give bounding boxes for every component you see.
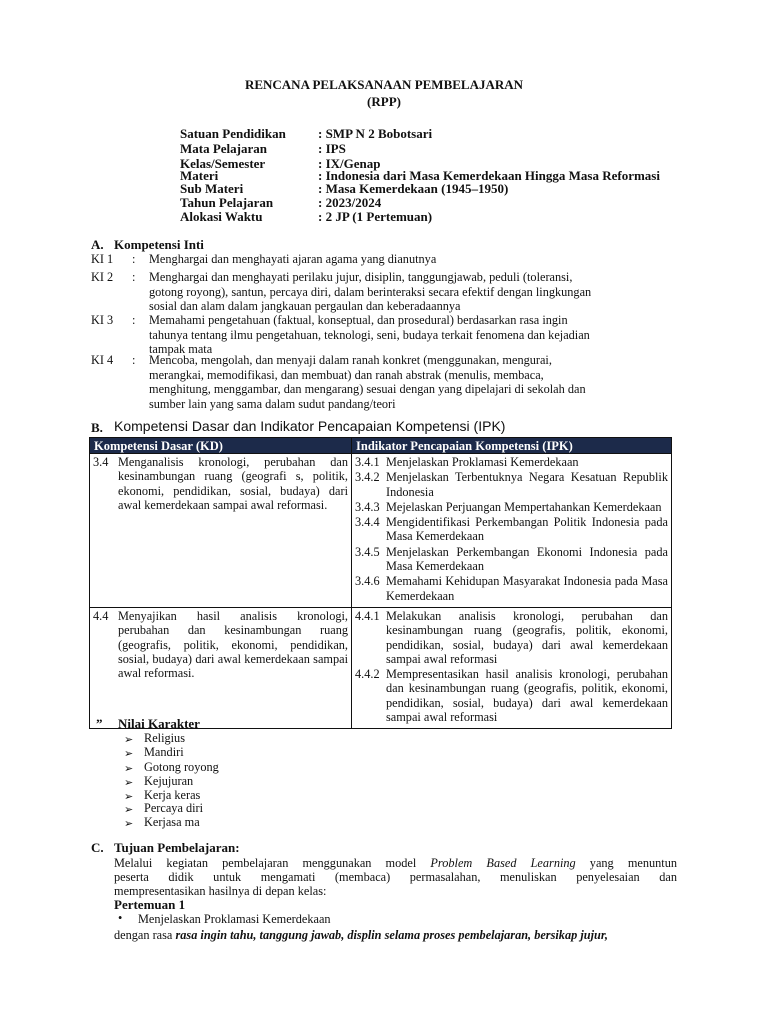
ipk-number: 3.4.1 [355,455,380,469]
info-label: Alokasi Waktu [180,209,263,224]
ipk-text: Menjelaskan Proklamasi Kemerdekaan [386,455,579,469]
info-label: Mata Pelajaran [180,141,268,156]
column-header-kd: Kompetensi Dasar (KD) [90,438,352,454]
ki-line: Memahami pengetahuan (faktual, konseptual, dan prosedural) berdasarkan rasa ingin [149,313,568,327]
info-value: : IX/Genap [318,156,381,171]
arrow-bullet-icon: ➢ [124,763,134,775]
ki-line: Menghargai dan menghayati perilaku jujur, disiplin, tanggungjawab, peduli (toleransi, [149,270,573,284]
bullet-icon: • [118,911,123,925]
ipk-cell [352,454,672,608]
list-item: Kerjasa ma [144,815,200,829]
ki-text [149,353,649,411]
ki-code: KI 4 [91,353,114,367]
ipk-number: 3.4.5 [355,544,380,559]
ki-line: sosial dan alam dalam jangkauan pergaulan dan keberadaannya [149,299,461,314]
ipk-number: 3.4.6 [355,574,380,589]
intro-text: Melalui kegiatan pembelajaran menggunakan model [114,856,431,870]
section-c-title: Tujuan Pembelajaran: [114,840,240,855]
ipk-number: 3.4.3 [355,499,380,514]
arrow-bullet-icon: ➢ [124,748,134,760]
intro-line-2: peserta didik untuk mengamati (membaca) permasalahan, menuliskan penyelesaian dan [114,870,677,884]
kd-cell [90,607,352,728]
last-line [114,928,608,943]
kd-text: Menyajikan hasil analisis kronologi, perubahan dan kesinambungan ruang (geografis, politik, ekonomi, pendidikan, sosial, budaya) dari awal kemerdekaan sampai awal reformasi. [118,608,348,681]
list-item: Gotong royong [144,760,219,774]
nilai-title: Nilai Karakter [118,716,200,731]
intro-line-3: mempresentasikan hasilnya di depan kelas: [114,884,327,898]
info-value: : IPS [318,141,346,156]
ki-code: KI 2 [91,270,114,284]
meeting-title: Pertemuan 1 [114,897,186,912]
document-subtitle: (RPP) [367,94,401,109]
kd-number: 4.4 [93,608,109,623]
section-c-letter: C. [91,840,104,855]
list-item: Mandiri [144,745,184,759]
info-label: Materi [180,168,219,183]
ki-text [149,270,649,314]
section-b-letter: B. [91,420,103,435]
ki-line: Mencoba, mengolah, dan menyaji dalam ranah konkret (menggunakan, mengurai, [149,353,552,367]
document-title: RENCANA PELAKSANAAN PEMBELAJARAN [244,77,524,92]
ki-line: menghitung, menggambar, dan mengarang) sesuai dengan yang dipelajari di sekolah dan [149,382,586,397]
kd-ipk-table [89,437,672,729]
section-b-title: Kompetensi Dasar dan Indikator Pencapaian Kompetensi (IPK) [114,418,506,434]
list-item: Kejujuran [144,774,194,788]
ipk-number: 4.4.2 [355,667,380,682]
ki-colon: : [132,353,136,367]
intro-line-1 [114,856,677,871]
ipk-number: 3.4.4 [355,515,380,530]
table-row [90,607,672,728]
nilai-marker: ” [96,716,103,731]
ki-code: KI 1 [91,252,114,266]
info-value: : Masa Kemerdekaan (1945–1950) [318,181,509,196]
list-item: Percaya diri [144,801,204,815]
column-header-ipk: Indikator Pencapaian Kompetensi (IPK) [352,438,672,454]
arrow-bullet-icon: ➢ [124,818,134,830]
info-value: : 2023/2024 [318,195,382,210]
ki-line: tahunya tentang ilmu pengetahuan, teknologi, seni, budaya terkait fenomena dan kejadian [149,327,590,342]
ki-colon: : [132,252,136,266]
ipk-text: Mengidentifikasi Perkembangan Politik Indonesia pada Masa Kemerdekaan [386,515,668,544]
attitude-text: rasa ingin tahu, tanggung jawab, displin selama proses pembelajaran, bersikap jujur, [175,928,609,942]
info-label: Sub Materi [180,181,244,196]
kd-number: 3.4 [93,455,109,469]
info-label: Satuan Pendidikan [180,126,286,141]
ipk-text: Mempresentasikan hasil analisis kronologi, perubahan dan kesinambungan ruang (geografis, politik, ekonomi, pendidikan, sosial, budaya) dari awal kemerdekaan sampai awal reformasi [386,667,668,725]
ipk-text: Mejelaskan Perjuangan Mempertahankan Kemerdekaan [386,499,662,514]
table-row [90,454,672,608]
ipk-number: 3.4.2 [355,470,380,485]
ki-line: Menghargai dan menghayati ajaran agama yang dianutnya [149,252,437,266]
arrow-bullet-icon: ➢ [124,777,134,789]
ki-line: merangkai, memodifikasi, dan membuat) dan ranah abstrak (menulis, membaca, [149,367,544,382]
table-header-row [90,438,672,454]
ipk-number: 4.4.1 [355,608,380,623]
info-value: : SMP N 2 Bobotsari [318,126,433,141]
ki-text [149,252,649,267]
ipk-text: Menjelaskan Terbentuknya Negara Kesatuan Republik Indonesia [386,470,668,499]
info-value: : Indonesia dari Masa Kemerdekaan Hingga Masa Reformasi [318,168,660,183]
ki-colon: : [132,270,136,284]
section-a-letter: A. [91,237,104,252]
ipk-text: Memahami Kehidupan Masyarakat Indonesia pada Masa Kemerdekaan [386,574,668,603]
ki-code: KI 3 [91,313,114,327]
arrow-bullet-icon: ➢ [124,734,134,746]
list-item: Religius [144,731,185,745]
model-name: Problem Based Learning [430,856,576,870]
bullet-text: Menjelaskan Proklamasi Kemerdekaan [138,912,331,926]
ki-text [149,313,649,357]
list-item: Kerja keras [144,788,201,802]
info-value: : 2 JP (1 Pertemuan) [318,209,433,224]
intro-text: yang menuntun [575,856,678,870]
kd-cell [90,454,352,608]
info-label: Tahun Pelajaran [180,195,274,210]
ipk-text: Melakukan analisis kronologi, perubahan dan kesinambungan ruang (geografis, politik, ekonomi, pendidikan, sosial, budaya) dari awal kemerdekaan sampai awal reformasi [386,608,668,666]
section-a-title: Kompetensi Inti [114,237,204,252]
ki-line: sumber lain yang sama dalam sudut pandang/teori [149,396,396,411]
arrow-bullet-icon: ➢ [124,791,134,803]
ipk-text: Menjelaskan Perkembangan Ekonomi Indonesia pada Masa Kemerdekaan [386,544,668,574]
ipk-cell [352,607,672,728]
ki-line: tampak mata [149,342,213,357]
arrow-bullet-icon: ➢ [124,804,134,816]
info-label: Kelas/Semester [180,156,266,171]
ki-colon: : [132,313,136,327]
ki-line: gotong royong), santun, percaya diri, dalam berinteraksi secara efektif dengan lingkungan [149,284,592,299]
last-text: dengan rasa [114,928,176,942]
kd-text: Menganalisis kronologi, perubahan dan kesinambungan ruang (geografi s, politik, ekonomi, pendidikan, sosial, budaya) dari awal kemerdekaan sampai awal reformasi. [118,455,348,512]
